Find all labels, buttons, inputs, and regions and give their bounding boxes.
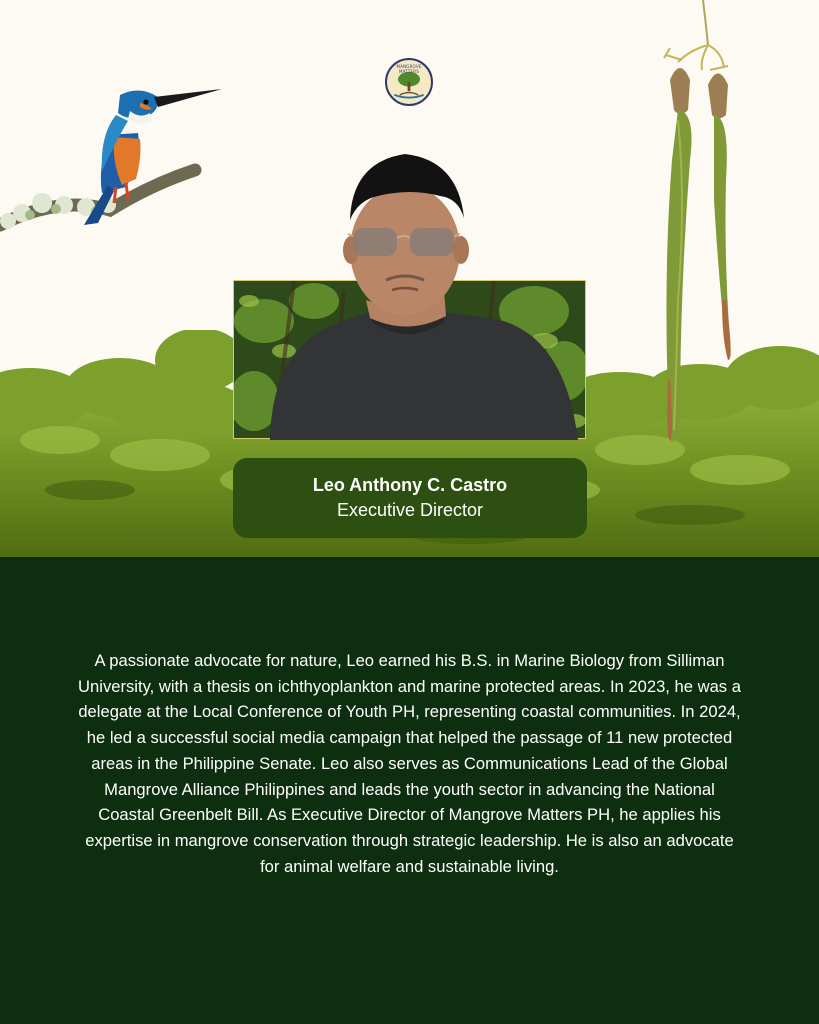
kingfisher-illustration xyxy=(0,75,230,245)
portrait-photo xyxy=(260,140,600,440)
mangrove-propagules-illustration xyxy=(650,0,760,445)
bio-text: A passionate advocate for nature, Leo earned his B.S. in Marine Biology from Silliman University, with a thesis on ichthyoplankton and marine protected areas. In 2023, he was a delegate at the Local Conference of Youth PH, representing coastal communities. In 2024, he led a successful social media campaign that helped the passage of 11 new protected areas in the Philippine Senate. Leo also serves as Communications Lead of the Global Mangrove Alliance Philippines and leads the youth sector in advancing the National Coastal Greenbelt Bill. As Executive Director of Mangrove Matters PH, he applies his expertise in mangrove conservation through strategic leadership. He is also an advocate for animal welfare and sustainable living. xyxy=(78,651,741,876)
logo-text: MANGROVE MATTERS xyxy=(396,64,422,74)
person-name: Leo Anthony C. Castro xyxy=(312,475,508,495)
organization-logo xyxy=(385,58,433,106)
name-card xyxy=(233,458,587,538)
bio-section xyxy=(0,557,819,1024)
person-role: Executive Director xyxy=(336,500,484,520)
